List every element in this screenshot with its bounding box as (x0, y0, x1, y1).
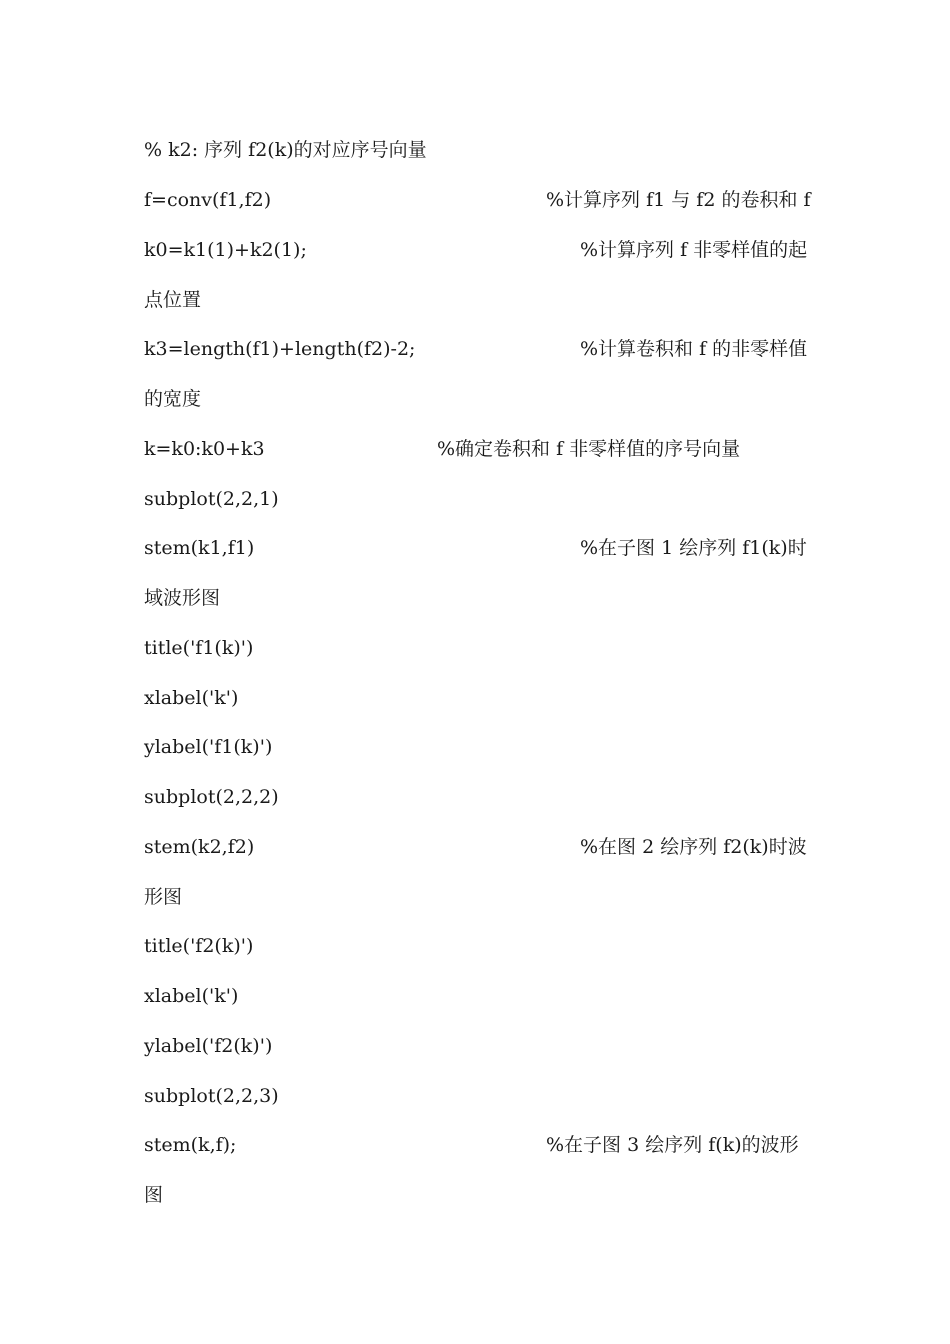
code-line (0, 285, 950, 315)
code-text: k0=k1(1)+k2(1); (144, 239, 307, 261)
code-text: xlabel('k') (144, 687, 239, 709)
code-comment: %确定卷积和 f 非零样值的序号向量 (437, 438, 741, 460)
code-text: stem(k1,f1) (144, 537, 255, 559)
code-text: ylabel('f1(k)') (144, 736, 273, 758)
code-text: subplot(2,2,3) (144, 1085, 279, 1107)
code-line (0, 931, 950, 961)
code-line (0, 434, 950, 464)
code-text: f=conv(f1,f2) (144, 189, 272, 211)
code-text: ylabel('f2(k)') (144, 1035, 273, 1057)
code-text: stem(k2,f2) (144, 836, 255, 858)
code-line (0, 832, 950, 862)
code-line (0, 981, 950, 1011)
code-line (0, 1180, 950, 1210)
code-text: title('f2(k)') (144, 935, 254, 957)
code-text: 域波形图 (144, 587, 221, 609)
code-line (0, 633, 950, 663)
code-line (0, 384, 950, 414)
code-text: 形图 (144, 886, 183, 908)
code-line (0, 1081, 950, 1111)
code-comment: %计算卷积和 f 的非零样值 (580, 338, 808, 360)
code-text: k3=length(f1)+length(f2)-2; (144, 338, 416, 360)
code-line (0, 1031, 950, 1061)
code-comment: %计算序列 f 非零样值的起 (580, 239, 808, 261)
code-text: % k2: 序列 f2(k)的对应序号向量 (144, 139, 427, 161)
code-line (0, 533, 950, 563)
code-line (0, 782, 950, 812)
code-line (0, 235, 950, 265)
code-comment: %在子图 1 绘序列 f1(k)时 (580, 537, 807, 559)
code-text: 图 (144, 1184, 164, 1206)
code-line (0, 1130, 950, 1160)
code-line (0, 882, 950, 912)
code-text: 的宽度 (144, 388, 202, 410)
code-text: xlabel('k') (144, 985, 239, 1007)
code-line (0, 135, 950, 165)
code-comment: %在图 2 绘序列 f2(k)时波 (580, 836, 807, 858)
code-text: title('f1(k)') (144, 637, 254, 659)
code-text: 点位置 (144, 289, 202, 311)
code-comment: %计算序列 f1 与 f2 的卷积和 f (546, 189, 811, 211)
code-comment: %在子图 3 绘序列 f(k)的波形 (546, 1134, 799, 1156)
code-line (0, 683, 950, 713)
code-text: subplot(2,2,2) (144, 786, 279, 808)
code-text: k=k0:k0+k3 (144, 438, 265, 460)
code-line (0, 334, 950, 364)
code-line (0, 583, 950, 613)
code-line (0, 732, 950, 762)
code-line (0, 484, 950, 514)
code-line (0, 185, 950, 215)
code-text: subplot(2,2,1) (144, 488, 279, 510)
code-text: stem(k,f); (144, 1134, 237, 1156)
